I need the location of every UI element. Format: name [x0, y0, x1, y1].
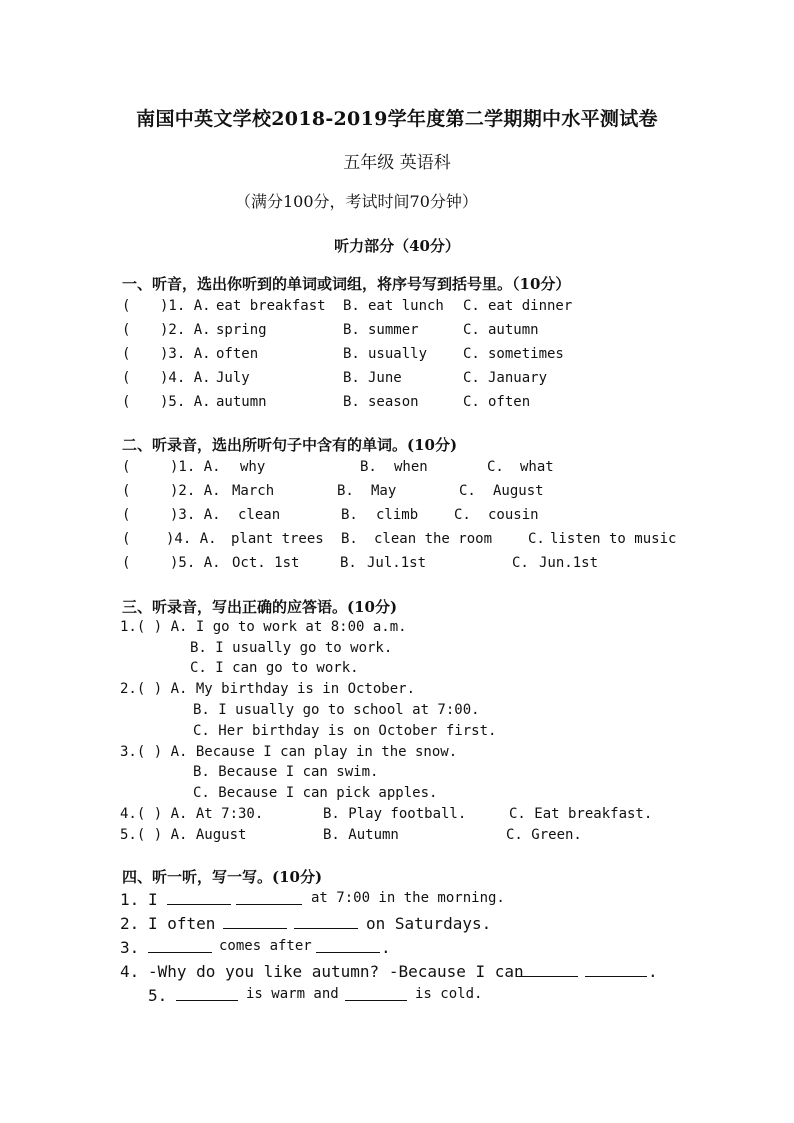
- bracket: (: [122, 555, 131, 571]
- option-c-label: C.: [463, 322, 480, 338]
- answer-blank[interactable]: [236, 890, 302, 909]
- option-c: C. Eat breakfast.: [509, 806, 653, 822]
- exam-subtitle: 五年级 英语科: [343, 153, 451, 173]
- item-number: )2. A.: [170, 483, 221, 499]
- answer-blank[interactable]: [223, 914, 287, 933]
- bracket: (: [122, 531, 131, 547]
- option-b: clean the room: [374, 531, 493, 547]
- option-a: often: [216, 346, 259, 362]
- question-line: 1.( ) A. I go to work at 8:00 a.m.: [120, 619, 407, 635]
- option-a: July: [216, 370, 250, 386]
- item-number: )5. A.: [170, 555, 221, 571]
- option-c-label: C.: [487, 459, 504, 475]
- fill-question: 3. comes after .: [120, 938, 391, 957]
- option-c: Jun.1st: [539, 555, 599, 571]
- option-a: eat breakfast: [216, 298, 326, 314]
- answer-blank[interactable]: [316, 938, 380, 957]
- list-item: [0, 483, 794, 503]
- question-line: 2.( ) A. My birthday is in October.: [120, 681, 416, 697]
- item-number: )3. A.: [160, 346, 211, 362]
- list-item: [0, 322, 794, 342]
- option-c: listen to music: [550, 531, 677, 547]
- option-b: when: [394, 459, 428, 475]
- option-c: autumn: [488, 322, 539, 338]
- fill-question: 4. -Why do you like autumn? -Because I can .: [120, 962, 658, 981]
- bracket: (: [122, 322, 131, 338]
- option-b: climb: [376, 507, 419, 523]
- option-c-label: C.: [512, 555, 529, 571]
- list-item: [0, 459, 794, 479]
- option-c-label: C.: [459, 483, 476, 499]
- question-line: B. Because I can swim.: [193, 764, 379, 780]
- item-number: )4. A.: [160, 370, 211, 386]
- question-line: 3.( ) A. Because I can play in the snow.: [120, 744, 458, 760]
- list-item: [0, 394, 794, 414]
- option-b-label: B.: [343, 298, 360, 314]
- option-b: June: [368, 370, 402, 386]
- option-b-label: B.: [341, 531, 358, 547]
- question-line: B. I usually go to school at 7:00.: [193, 702, 480, 718]
- question-line: B. I usually go to work.: [190, 640, 393, 656]
- bracket: (: [122, 394, 131, 410]
- list-item: [0, 531, 794, 551]
- option-c: August: [493, 483, 544, 499]
- option-b-label: B.: [360, 459, 377, 475]
- answer-blank[interactable]: [148, 938, 212, 957]
- option-c: C. Green.: [506, 827, 582, 843]
- option-b: summer: [368, 322, 419, 338]
- list-item: [0, 507, 794, 527]
- section2-heading: 二、听录音，选出所听句子中含有的单词。(10分): [122, 436, 458, 454]
- option-c: January: [488, 370, 548, 386]
- bracket: (: [122, 370, 131, 386]
- answer-blank[interactable]: [585, 962, 647, 981]
- item-number: )3. A.: [170, 507, 221, 523]
- item-number: )4. A.: [166, 531, 217, 547]
- section1-heading: 一、听音，选出你听到的单词或词组，将序号写到括号里。（10分）: [122, 275, 571, 293]
- answer-blank[interactable]: [516, 962, 578, 981]
- bracket: (: [122, 346, 131, 362]
- answer-blank[interactable]: [167, 890, 231, 909]
- option-a: spring: [216, 322, 267, 338]
- section4-heading: 四、听一听，写一写。(10分): [122, 868, 323, 886]
- option-b-label: B.: [343, 370, 360, 386]
- option-a: why: [240, 459, 266, 475]
- bracket: (: [122, 298, 131, 314]
- listening-part-heading: 听力部分（40分）: [334, 237, 460, 255]
- fill-question: 5. is warm and is cold.: [148, 986, 483, 1005]
- option-b: B. Play football.: [323, 806, 467, 822]
- option-b: Jul.1st: [367, 555, 427, 571]
- option-c: often: [488, 394, 531, 410]
- answer-blank[interactable]: [176, 986, 238, 1005]
- bracket: (: [122, 483, 131, 499]
- option-b-label: B.: [343, 394, 360, 410]
- option-b: May: [371, 483, 397, 499]
- question-line: 4.( ) A. At 7:30.: [120, 806, 264, 822]
- option-b: season: [368, 394, 419, 410]
- option-b-label: B.: [340, 555, 357, 571]
- option-b-label: B.: [343, 346, 360, 362]
- option-c-label: C.: [454, 507, 471, 523]
- answer-blank[interactable]: [294, 914, 358, 933]
- option-c-label: C.: [463, 394, 480, 410]
- item-number: )1. A.: [170, 459, 221, 475]
- question-line: C. Because I can pick apples.: [193, 785, 438, 801]
- option-a: autumn: [216, 394, 267, 410]
- list-item: [0, 555, 794, 575]
- option-a: clean: [238, 507, 281, 523]
- bracket: (: [122, 459, 131, 475]
- answer-blank[interactable]: [345, 986, 407, 1005]
- option-b-label: B.: [341, 507, 358, 523]
- option-c-label: C.: [528, 531, 545, 547]
- option-c-label: C.: [463, 370, 480, 386]
- item-number: )5. A.: [160, 394, 211, 410]
- section3-heading: 三、听录音，写出正确的应答语。(10分): [122, 598, 398, 616]
- list-item: [0, 370, 794, 390]
- option-b: B. Autumn: [323, 827, 399, 843]
- option-c: cousin: [488, 507, 539, 523]
- option-b: usually: [368, 346, 428, 362]
- list-item: [0, 298, 794, 318]
- option-a: Oct. 1st: [232, 555, 300, 571]
- fill-question: 1. I at 7:00 in the morning.: [120, 890, 505, 909]
- option-b-label: B.: [337, 483, 354, 499]
- list-item: [0, 346, 794, 366]
- option-c-label: C.: [463, 346, 480, 362]
- fill-question: 2. I often on Saturdays.: [120, 914, 492, 933]
- option-b-label: B.: [343, 322, 360, 338]
- bracket: (: [122, 507, 131, 523]
- item-number: )2. A.: [160, 322, 211, 338]
- exam-title: 南国中英文学校2018-2019学年度第二学期期中水平测试卷: [136, 108, 658, 130]
- option-c: eat dinner: [488, 298, 573, 314]
- exam-note: （满分100分，考试时间70分钟）: [235, 192, 478, 211]
- question-line: C. I can go to work.: [190, 660, 359, 676]
- option-c: what: [520, 459, 554, 475]
- option-b: eat lunch: [368, 298, 444, 314]
- item-number: )1. A.: [160, 298, 211, 314]
- question-line: 5.( ) A. August: [120, 827, 247, 843]
- option-a: March: [232, 483, 275, 499]
- option-c-label: C.: [463, 298, 480, 314]
- option-a: plant trees: [231, 531, 324, 547]
- option-c: sometimes: [488, 346, 564, 362]
- question-line: C. Her birthday is on October first.: [193, 723, 497, 739]
